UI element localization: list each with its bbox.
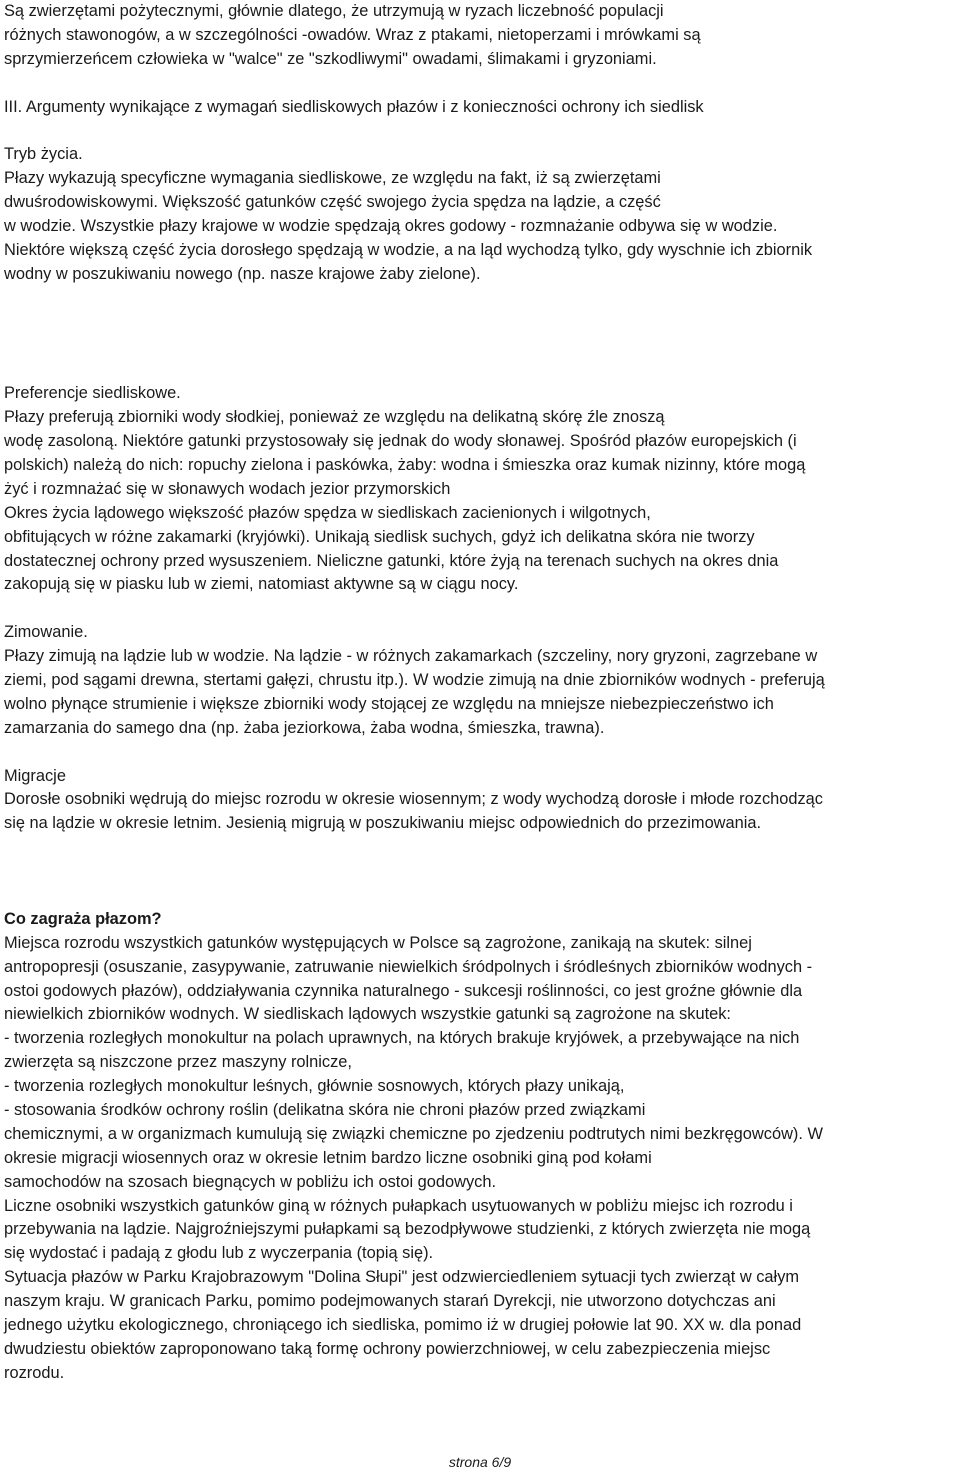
text-line: - tworzenia rozległych monokultur na polach uprawnych, na których brakuje kryjówek, a przebywające na nich — [4, 1029, 800, 1048]
spacer — [4, 741, 956, 765]
text-line: różnych stawonogów, a w szczególności -owadów. Wraz z ptakami, nietoperzami i mrówkami są — [4, 25, 701, 44]
zagrozenia-section — [4, 908, 956, 1386]
spacer — [4, 358, 956, 382]
subsection-title: Tryb życia. — [4, 145, 83, 164]
text-line: - stosowania środków ochrony roślin (delikatna skóra nie chroni płazów przed związkami — [4, 1101, 646, 1119]
text-line: się na lądzie w okresie letnim. Jesienią migrują w poszukiwaniu miejsc odpowiednich do przezimowania. — [4, 814, 762, 833]
text-line: Okres życia lądowego większość płazów spędza w siedliskach zacienionych i wilgotnych, — [4, 503, 651, 522]
section-title: Co zagraża płazom? — [4, 909, 162, 928]
text-line: zakopują się w piasku lub w ziemi, natomiast aktywne są w ciągu nocy. — [4, 575, 519, 594]
preferencje-section — [4, 382, 956, 597]
page-footer — [0, 1453, 960, 1471]
text-line: Liczne osobniki wszystkich gatunków giną w różnych pułapkach usytuowanych w pobliżu miejsc ich rozrodu i — [4, 1196, 793, 1215]
zimowanie-section — [4, 621, 956, 740]
spacer — [4, 119, 956, 143]
text-line: Płazy zimują na lądzie lub w wodzie. Na lądzie - w różnych zakamarkach (szczeliny, nory gryzoni, zagrzebane w — [4, 647, 818, 666]
spacer — [4, 884, 956, 908]
subsection-title: Preferencje siedliskowe. — [4, 384, 181, 403]
text-line: Płazy preferują zbiorniki wody słodkiej, ponieważ ze względu na delikatną skórę źle znoszą — [4, 408, 665, 427]
text-line: polskich) należą do nich: ropuchy zielona i paskówka, żaby: wodna i śmieszka oraz kumak nizinny, które mogą — [4, 455, 806, 474]
text-line: dwudziestu obiektów zaproponowano taką formę ochrony powierzchniowej, w celu zabezpieczenia miejsc — [4, 1339, 771, 1358]
text-line: sprzymierzeńcem człowieka w "walce" ze "szkodliwymi" owadami, ślimakami i gryzoniami. — [4, 49, 657, 68]
text-line: zwierzęta są niszczone przez maszyny rolnicze, — [4, 1053, 352, 1072]
text-line: żyć i rozmnażać się w słonawych wodach jezior przymorskich — [4, 479, 451, 498]
text-line: okresie migracji wiosennych oraz w okresie letnim bardzo liczne osobniki giną pod kołami — [4, 1148, 652, 1167]
text-line: rozrodu. — [4, 1363, 65, 1382]
text-line: Miejsca rozrodu wszystkich gatunków występujących w Polsce są zagrożone, zanikają na skutek: silnej — [4, 933, 752, 952]
text-line: przebywania na lądzie. Najgroźniejszymi pułapkami są bezodpływowe studzienki, z których zwierzęta nie mogą — [4, 1220, 811, 1239]
migracje-section — [4, 765, 956, 837]
spacer — [4, 836, 956, 884]
tryb-zycia-section — [4, 143, 956, 310]
text-line: ziemi, pod sągami drewna, stertami gałęzi, chrustu itp.). W wodzie zimują na dnie zbiorników wodnych - preferują — [4, 670, 825, 689]
text-line: antropopresji (osuszanie, zasypywanie, zatruwanie niewielkich śródpolnych i śródleśnych zbiorników wodnych - — [4, 957, 813, 976]
text-line: Są zwierzętami pożytecznymi, głównie dlatego, że utrzymują w ryzach liczebność populacji — [4, 2, 664, 20]
intro-paragraph — [4, 0, 956, 72]
document-page — [4, 0, 956, 1386]
subsection-title: Zimowanie. — [4, 623, 88, 642]
text-line: Płazy wykazują specyficzne wymagania siedliskowe, ze względu na fakt, iż są zwierzętami — [4, 169, 661, 188]
text-line: niewielkich zbiorników wodnych. W siedliskach lądowych wszystkie gatunki są zagrożone na skutek: — [4, 1005, 731, 1024]
spacer — [4, 311, 956, 359]
text-line: w wodzie. Wszystkie płazy krajowe w wodzie spędzają okres godowy - rozmnażanie odbywa się w wodzie. — [4, 217, 778, 236]
text-line: dwuśrodowiskowymi. Większość gatunków część swojego życia spędza na lądzie, a część — [4, 193, 661, 212]
text-line: dostatecznej ochrony przed wysuszeniem. Nieliczne gatunki, które żyją na terenach suchych na okres dnia — [4, 551, 779, 570]
spacer — [4, 597, 956, 621]
subsection-title: Migracje — [4, 766, 66, 785]
text-line: wodny w poszukiwaniu nowego (np. nasze krajowe żaby zielone). — [4, 264, 481, 283]
text-line: zamarzania do samego dna (np. żaba jeziorkowa, żaba wodna, śmieszka, trawna). — [4, 718, 605, 737]
text-line — [4, 287, 956, 311]
text-line: naszym kraju. W granicach Parku, pomimo podejmowanych starań Dyrekcji, nie utworzono dotychczas ani — [4, 1292, 776, 1311]
section-heading: III. Argumenty wynikające z wymagań siedliskowych płazów i z konieczności ochrony ich siedlisk — [4, 97, 704, 116]
page-number: strona 6/9 — [448, 1454, 512, 1470]
text-line: Dorosłe osobniki wędrują do miejsc rozrodu w okresie wiosennym; z wody wychodzą dorosłe i młode rozchodząc — [4, 790, 823, 809]
text-line: samochodów na szosach biegnących w pobliżu ich ostoi godowych. — [4, 1172, 496, 1191]
spacer — [4, 72, 956, 96]
text-line: - tworzenia rozległych monokultur leśnych, głównie sosnowych, których płazy unikają, — [4, 1077, 625, 1096]
text-line: Niektóre większą część życia dorosłego spędzają w wodzie, a na ląd wychodzą tylko, gdy wyschnie ich zbiornik — [4, 240, 813, 259]
text-line: chemicznymi, a w organizmach kumulują się związki chemiczne po zjedzeniu podtrutych nimi bezkręgowców). W — [4, 1124, 823, 1143]
text-line: wolno płynące strumienie i większe zbiorniki wody stojącej ze względu na mniejsze niebezpieczeństwo ich — [4, 694, 774, 713]
text-line: ostoi godowych płazów), oddziaływania czynnika naturalnego - sukcesji roślinności, co jest groźne głównie dla — [4, 981, 803, 1000]
text-line: obfitujących w różne zakamarki (kryjówki). Unikają siedlisk suchych, gdyż ich delikatna skóra nie tworzy — [4, 527, 755, 546]
text-line: się wydostać i padają z głodu lub z wyczerpania (topią się). — [4, 1244, 434, 1263]
text-line: Sytuacja płazów w Parku Krajobrazowym "Dolina Słupi" jest odzwierciedleniem sytuacji tych zwierząt w całym — [4, 1268, 800, 1287]
text-line: wodę zasoloną. Niektóre gatunki przystosowały się jednak do wody słonawej. Spośród płazów europejskich (i — [4, 432, 797, 451]
text-line: jednego użytku ekologicznego, chroniącego ich siedliska, pomimo iż w drugiej połowie lat 90. XX w. dla ponad — [4, 1316, 802, 1335]
